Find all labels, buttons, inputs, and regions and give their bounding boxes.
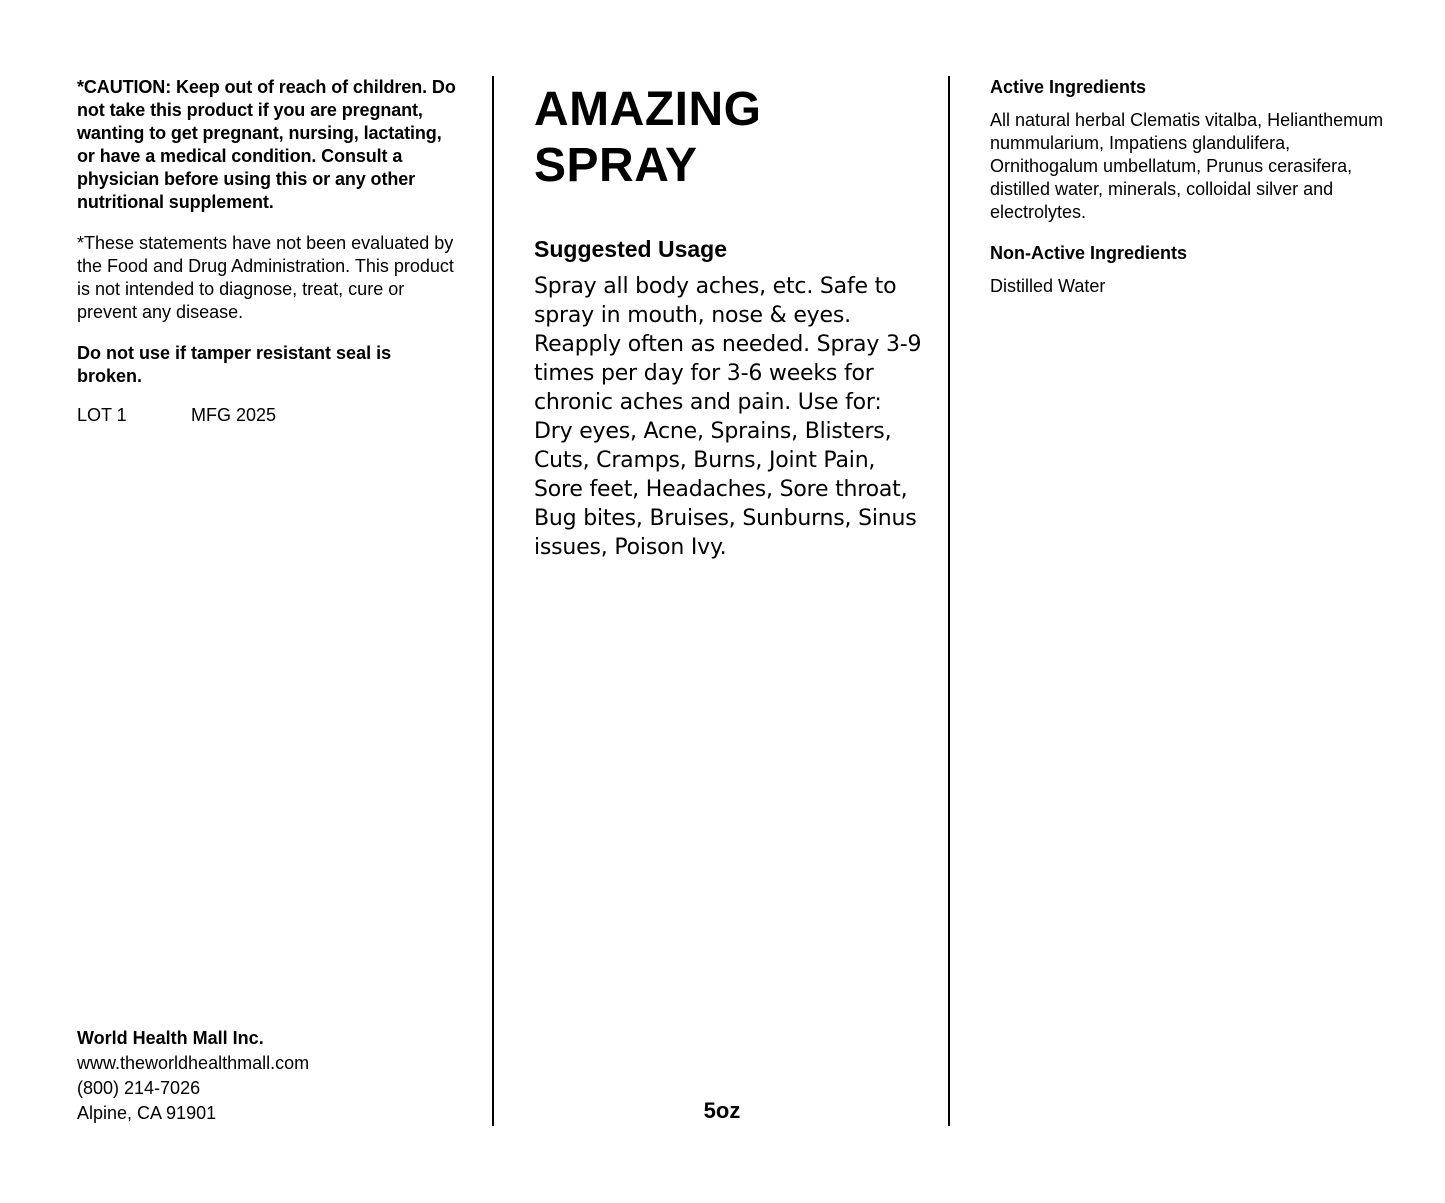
- company-info: [77, 1026, 457, 1126]
- company-phone: (800) 214-7026: [77, 1078, 201, 1098]
- right-panel: [990, 76, 1390, 316]
- lot-mfg-row: [77, 404, 457, 427]
- column-divider-left: [492, 76, 494, 1126]
- tamper-warning: Do not use if tamper resistant seal is broken.: [77, 343, 392, 386]
- middle-panel: [534, 82, 924, 562]
- company-name: World Health Mall Inc.: [77, 1028, 264, 1048]
- column-divider-right: [948, 76, 950, 1126]
- product-title-line2: SPRAY: [534, 139, 698, 192]
- product-size: 5oz: [703, 1098, 741, 1123]
- caution-text: *CAUTION: Keep out of reach of children. Do not take this product if you are pregnant, wanting to get pregnant, nursing, lactating, or have a medical condition. Consult a physician before using this or any other nutritional supplement.: [77, 77, 456, 212]
- product-title-line1: AMAZING: [534, 83, 762, 136]
- fda-disclaimer: *These statements have not been evaluated by the Food and Drug Administration. This product is not intended to diagnose, treat, cure or prevent any disease.: [77, 233, 454, 322]
- company-address: Alpine, CA 91901: [77, 1103, 217, 1123]
- mfg-year: MFG 2025: [191, 405, 277, 425]
- active-ingredients-text: All natural herbal Clematis vitalba, Helianthemum nummularium, Impatiens glandulifera, Ornithogalum umbellatum, Prunus cerasifera, distilled water, minerals, colloidal silver and electrolytes.: [990, 110, 1384, 222]
- nonactive-ingredients-text: Distilled Water: [990, 276, 1106, 296]
- active-ingredients-heading: Active Ingredients: [990, 77, 1147, 97]
- left-panel: [77, 76, 457, 427]
- company-website: www.theworldhealthmall.com: [77, 1053, 310, 1073]
- product-title: [534, 82, 924, 194]
- usage-heading: Suggested Usage: [534, 236, 727, 262]
- lot-number: LOT 1: [77, 405, 127, 425]
- usage-text: Spray all body aches, etc. Safe to spray in mouth, nose & eyes. Reapply often as needed. Spray 3-9 times per day for 3-6 weeks for chronic aches and pain. Use for: Dry eyes, Acne, Sprains, Blisters, Cuts, Cramps, Burns, Joint Pain, Sore feet, Headaches, Sore throat, Bug bites, Bruises, Sunburns, Sinus issues, Poison Ivy.: [534, 274, 922, 560]
- nonactive-ingredients-heading: Non-Active Ingredients: [990, 243, 1188, 263]
